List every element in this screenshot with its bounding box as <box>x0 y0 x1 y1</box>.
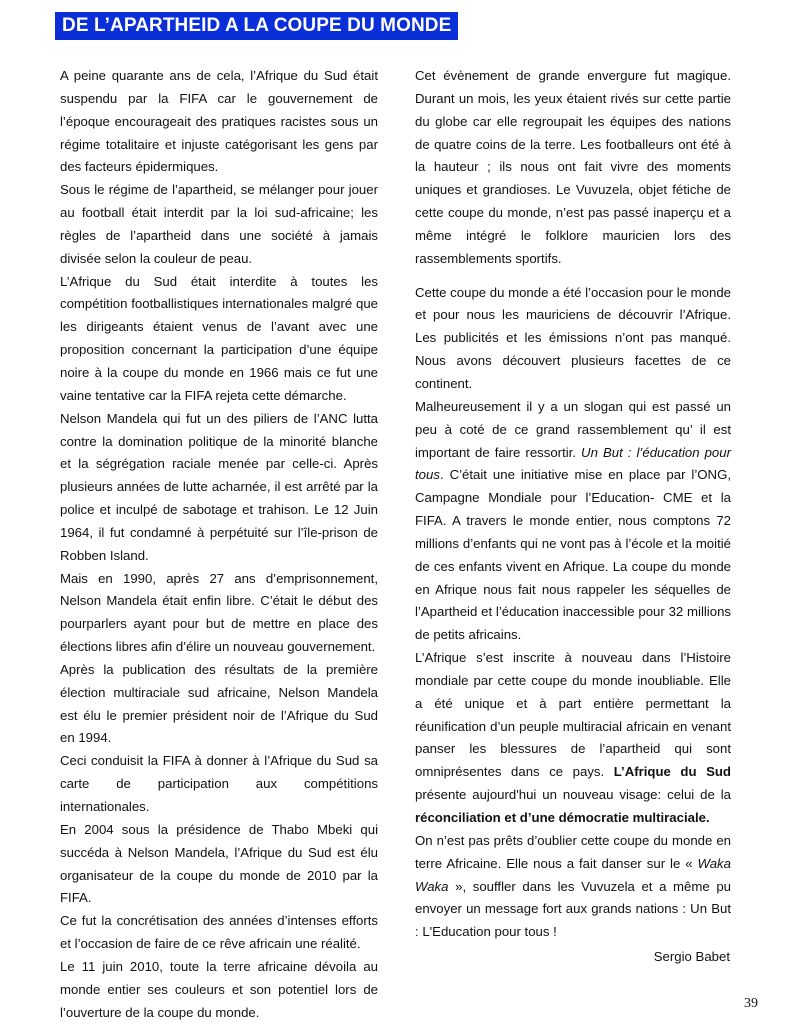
paragraph: Cette coupe du monde a été l’occasion pour le monde et pour nous les mauriciens de découvrir l’Afrique. Les publicités et les émissions n’ont pas manqué. Nous avons découvert plusieurs facettes de ce continent. <box>415 284 731 391</box>
paragraph <box>415 830 731 944</box>
paragraph: A peine quarante ans de cela, l’Afrique du Sud était suspendu par la FIFA car le gouvernement de l’époque encourageait des pratiques racistes sous un régime totalitaire et injuste catégorisant les gens par des facteurs épidermiques. <box>60 68 378 175</box>
paragraph: Ceci conduisit la FIFA à donner à l’Afrique du Sud sa carte de participation aux compétitions internationales. <box>60 753 378 814</box>
author-signature: Sergio Babet <box>653 949 730 964</box>
text-run: L’Afrique s’est inscrite à nouveau dans l’Histoire mondiale par cette coupe du monde inoubliable. Elle a été unique et à part entière permettant la réunification d’un peuple multiracial africain en venant panser les blessures de l’apartheid qui sont omniprésentes dans ce pays. <box>415 650 731 780</box>
paragraph: Cet évènement de grande envergure fut magique. Durant un mois, les yeux étaient rivés sur cette partie du globe car elle regroupait les équipes des nations de quatre coins de la terre. Les footballeurs ont été à la hauteur ; ils nous ont fait vivre des moments uniques et grandioses. Le Vuvuzela, objet fétiche de cette coupe du monde, n’est pas passé inaperçu et a même intégré le folklore mauricien lors des rassemblements sportifs. <box>415 68 731 266</box>
paragraph: Sous le régime de l’apartheid, se mélanger pour jouer au football était interdit par la loi sud-africaine; les règles de l’apartheid dans une société à jamais divisée selon la couleur de peau. <box>60 182 378 266</box>
right-column <box>415 65 731 944</box>
text-run: . C’était une initiative mise en place par l’ONG, Campagne Mondiale pour l’Education- CME et la FIFA. A travers le monde entier, nous comptons 72 millions d’enfants qui ne vont pas à l’école et la moitié de ces enfants vivent en Afrique. La coupe du monde en Afrique nous fait nous rappeler les séquelles de l’Apartheid et l’éducation inaccessible pour 32 millions de petits africains. <box>415 467 731 643</box>
paragraph: Mais en 1990, après 27 ans d’emprisonnement, Nelson Mandela était enfin libre. C’était le début des pourparlers ayant pour but de mettre en place des élections libres afin d’élire un nouveau gouvernement. <box>60 570 378 655</box>
paragraph: L’Afrique du Sud était interdite à toutes les compétition footballistiques internationales malgré que les dirigeants étaient venus de l’avant avec une proposition concernant la participation d’une équipe noire à la coupe du monde en 1966 mais ce fut une vaine tentative car la FIFA rejeta cette démarche. <box>60 273 378 403</box>
paragraph: Ce fut la concrétisation des années d’intenses efforts et l’occasion de faire de ce rêve africain une réalité. <box>60 913 378 952</box>
bold-text: réconciliation et d’une démocratie multiraciale. <box>415 810 710 825</box>
paragraph <box>415 647 731 830</box>
paragraph: Le 11 juin 2010, toute la terre africaine dévoila au monde entier ses couleurs et son potentiel lors de l’ouverture de la coupe du monde. <box>60 958 378 1020</box>
text-run: Malheureusement il y a un slogan qui est passé un peu à coté de ce grand rassemblement qu’ il est important de faire ressortir. <box>415 398 731 460</box>
paragraph: Après la publication des résultats de la première élection multiraciale sud africaine, Nelson Mandela est élu le premier président noir de l’Afrique du Sud en 1994. <box>60 661 378 746</box>
text-run: », souffler dans les Vuvuzela et a même pu envoyer un message fort aux grands nations : Un But : L'Education pour tous ! <box>415 878 731 940</box>
italic-song-title: Waka Waka <box>415 855 731 894</box>
paragraph <box>415 396 731 647</box>
left-column <box>60 65 378 1024</box>
text-run: présente aujourd'hui un nouveau visage: celui de la <box>415 787 731 803</box>
paragraph: Nelson Mandela qui fut un des piliers de l’ANC lutta contre la domination politique de la minorité blanche et la ségrégation raciale menée par celle-ci. Après plusieurs années de lutte acharnée, il est arrêté par la police et inculpé de sabotage et trahison. Le 12 Juin 1964, il fut condamné à perpétuité sur l’île-prison de Robben Island. <box>60 410 378 563</box>
page-title: DE L’APARTHEID A LA COUPE DU MONDE <box>55 12 458 40</box>
text-run: On n’est pas prêts d’oublier cette coupe du monde en terre Africaine. Elle nous a fait danser sur le « <box>415 832 731 871</box>
paragraph: En 2004 sous la présidence de Thabo Mbeki qui succéda à Nelson Mandela, l’Afrique du Sud est élu organisateur de la coupe du monde de 2010 par la FIFA. <box>60 821 378 906</box>
italic-slogan: Un But : l’éducation pour tous <box>415 444 731 483</box>
page-number: 39 <box>744 996 758 1011</box>
bold-text: L’Afrique du Sud <box>613 764 731 780</box>
